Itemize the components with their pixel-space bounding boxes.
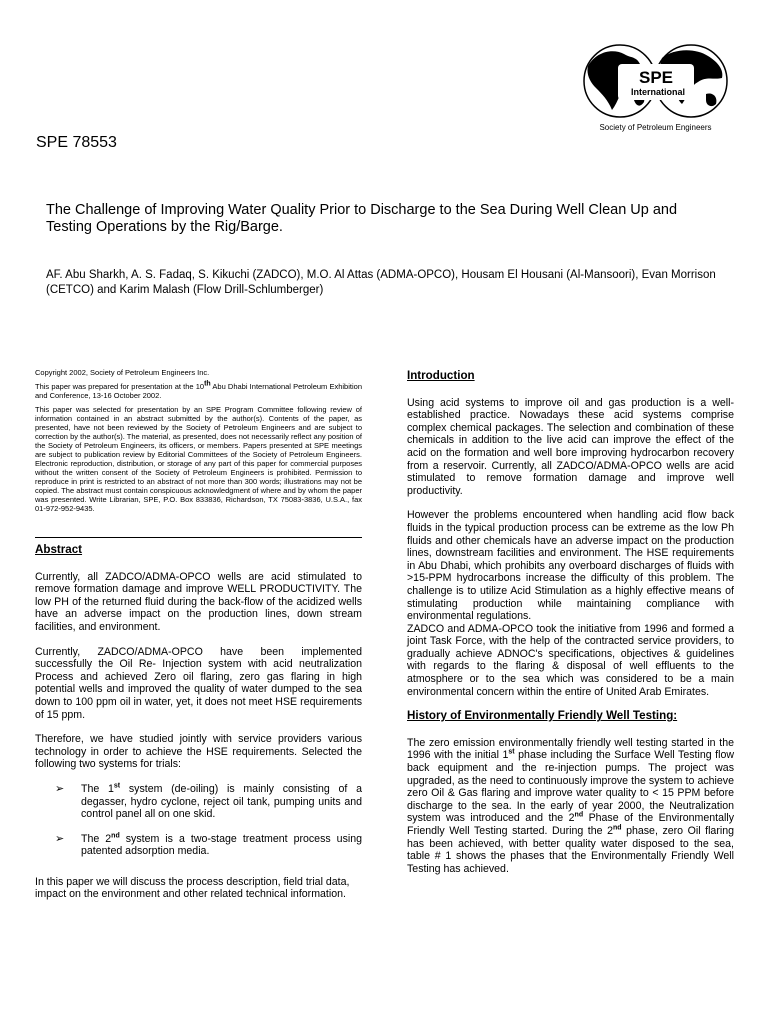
list-item: ➢ The 2nd system is a two-stage treatment process using patented adsorption media. — [55, 832, 363, 858]
copyright-line: Copyright 2002, Society of Petroleum Engineers Inc. — [35, 368, 210, 377]
section-divider — [35, 537, 362, 538]
right-column — [407, 370, 734, 887]
arrow-bullet-icon: ➢ — [55, 832, 65, 845]
presentation-note: This paper was prepared for presentation at the 10th Abu Dhabi International Petroleum Exhibition and Conference, 13-16 October 2002. — [35, 380, 362, 400]
abstract-paragraph: In this paper we will discuss the process description, field trial data, impact on the environment and other related technical information. — [35, 875, 350, 901]
left-column — [35, 537, 362, 913]
spe-logo — [578, 44, 733, 132]
logo-caption: Society of Petroleum Engineers — [599, 123, 712, 132]
history-paragraph: The zero emission environmentally friendly well testing started in the 1996 with the initial 1st phase including the Surface Well Testing flow back equipment and the re-injection pumps. The project was upgraded, as the need to continuously improve the system to achieve zero Oil & Gas flaring and improve water quality to < 15 PPM before discharge to the sea. In the early of year 2000, the Neutralization system was introduced and the 2nd Phase of the Environmentally Friendly Well Testing started. During the 2nd phase, zero Oil flaring has been achieved, with better quality water disposed to the sea, table # 1 shows the phases that the Environmentally Friendly Well Testing has achieved. — [407, 736, 734, 875]
list-item: ➢ The 1st system (de-oiling) is mainly consisting of a degasser, hydro cyclone, reject oil tank, pumping units and control panel all on one skid. — [55, 782, 363, 821]
introduction-paragraph: ZADCO and ADMA-OPCO took the initiative from 1996 and formed a joint Task Force, with the help of the contracted service providers, to gradually achieve ADNOC's specifications, objectives & guidelines with regards to the flaring & disposal of well effluents to the atmosphere or to the sea which was considered to be a main environmental concern within the entire of United Arab Emirates. — [407, 622, 734, 698]
abstract-heading: Abstract — [35, 543, 83, 556]
abstract-paragraph: Currently, ZADCO/ADMA-OPCO have been implemented successfully the Oil Re- Injection system with acid neutralization Process and achieved Zero oil flaring, zero gas flaring in high potential wells and improved the quality of water dumped to the sea down to 100 ppm oil in water, yet, it does not meet HSE requirements of 15 ppm. — [35, 645, 362, 721]
selection-note: This paper was selected for presentation by an SPE Program Committee following review of information contained in an abstract submitted by the author(s). Contents of the paper, as presented, have not been reviewed by the Society of Petroleum Engineers and are subject to correction by the author(s). The material, as presented, does not necessarily reflect any position of the Society of Petroleum Engineers, its officers, or members. Papers presented at SPE meetings are subject to publication review by Editorial Committees of the Society of Petroleum Engineers. Electronic reproduction, distribution, or storage of any part of this paper for commercial purposes without the written consent of the Society of Petroleum Engineers is prohibited. Permission to reproduce in print is restricted to an abstract of not more than 300 words; illustrations may not be copied. The abstract must contain conspicuous acknowledgment of where and by whom the paper was presented. Write Librarian, SPE, P.O. Box 833836, Richardson, TX 75083-3836, U.S.A., fax 01-972-952-9435. — [35, 405, 362, 513]
authors: AF. Abu Sharkh, A. S. Fadaq, S. Kikuchi (ZADCO), M.O. Al Attas (ADMA-OPCO), Housam El Housani (Al-Mansoori), Evan Morrison (CETCO) and Karim Malash (Flow Drill-Schlumberger) — [46, 269, 716, 296]
abstract-paragraph: Therefore, we have studied jointly with service providers various technology in order to achieve the HSE requirements. Selected the following two systems for trials: — [35, 733, 362, 771]
logo-mark: SPE — [638, 68, 674, 87]
introduction-paragraph: However the problems encountered when handling acid flow back fluids in the typical production process can be extreme as the low Ph fluids and other chemicals have an adverse impact on the production lines, downstream facilities and environment. The HSE requirements in Abu Dhabi, which prohibits any overboard discharges of fluids with >15-PPM hydrocarbons increase the difficulty of this problem. The challenge is to utilize Acid Stimulation as a highly effective means of stimulating production while maintaining compliance with environmental regulations. — [407, 509, 734, 623]
introduction-heading: Introduction — [407, 369, 475, 382]
arrow-bullet-icon: ➢ — [55, 782, 65, 795]
abstract-paragraph: Currently, all ZADCO/ADMA-OPCO wells are acid stimulated to remove formation damage and improve WELL PRODUCTIVITY. The low PH of the returned fluid during the back-flow of the acidized wells have an adverse impact on the production lines, down stream facilities, and environment. — [35, 570, 362, 633]
paper-title: The Challenge of Improving Water Quality Prior to Discharge to the Sea During Well Clean Up and Testing Operations by the Rig/Barge. — [46, 202, 678, 235]
paper-id: SPE 78553 — [36, 134, 117, 151]
copyright-block — [35, 368, 362, 518]
logo-mark-sub: International — [630, 87, 686, 97]
systems-list — [35, 783, 362, 858]
history-heading: History of Environmentally Friendly Well Testing: — [407, 709, 678, 723]
globe-icon — [578, 44, 733, 120]
introduction-paragraph: Using acid systems to improve oil and gas production is a well-established practice. Nowadays these acid systems comprise complex chemical packages. The selection and combination of these chemicals in addition to the live acid can improve the effect of the acid on the formation and well bore improving hydrocarbon recovery from a reservoir. Currently, all ZADCO/ADMA-OPCO wells are acid stimulated to remove formation damage and improve well productivity. — [407, 396, 734, 497]
